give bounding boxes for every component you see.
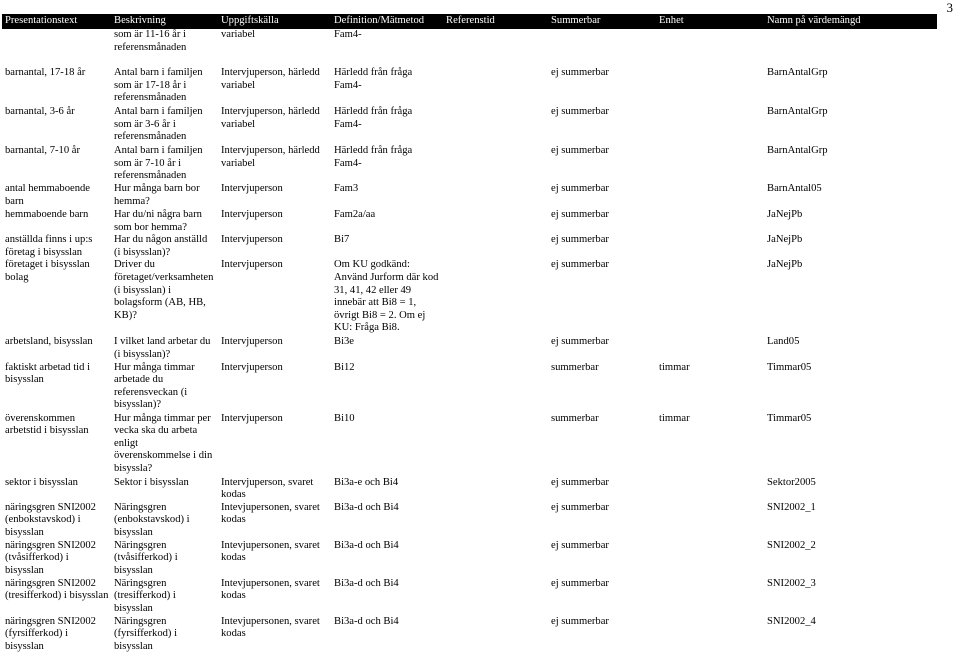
cell-summerbar: summerbar	[551, 361, 599, 373]
cell-namn-pa-vardemangd: JaNejPb	[767, 209, 803, 220]
cell-presentationstext: anställda finns i up:s företag i bisysslan	[5, 234, 93, 258]
cell-presentationstext: antal hemmaboende barn	[5, 183, 91, 207]
column-header-referenstid: Referenstid	[443, 14, 548, 29]
cell-uppgiftskalla: Intervjuperson, svaret kodas	[221, 476, 314, 501]
table-row	[2, 540, 937, 578]
cell-uppgiftskalla: Intervjuperson	[221, 412, 283, 424]
column-header-namn-pa-vardemangd: Namn på värdemängd	[764, 14, 937, 29]
cell-namn-pa-vardemangd: SNI2002_1	[767, 501, 816, 513]
cell-definition: Fam4-	[334, 29, 362, 40]
cell-referenstid	[443, 234, 548, 259]
cell-referenstid	[443, 540, 548, 578]
column-header-definition: Definition/Mätmetod	[331, 14, 443, 29]
cell-uppgiftskalla: Intervjuperson	[221, 209, 283, 220]
cell-beskrivning: Antal barn i familjen som är 3-6 år i referensmånaden	[114, 106, 203, 143]
cell-uppgiftskalla: Intervjuperson, härledd variabel	[221, 67, 320, 91]
cell-referenstid	[443, 29, 548, 67]
table-row	[2, 145, 937, 183]
cell-enhet: timmar	[659, 361, 690, 373]
table-row	[2, 578, 937, 616]
cell-beskrivning: Näringsgren (tvåsifferkod) i bisysslan	[114, 539, 178, 576]
cell-presentationstext: faktiskt arbetad tid i bisysslan	[5, 361, 91, 386]
cell-namn-pa-vardemangd: SNI2002_4	[767, 615, 816, 627]
cell-definition: Bi3a-d och Bi4	[334, 539, 399, 551]
cell-summerbar: ej summerbar	[551, 501, 609, 513]
cell-presentationstext: barnantal, 17-18 år	[5, 67, 86, 78]
cell-beskrivning: Har du någon anställd (i bisysslan)?	[114, 234, 208, 258]
cell-summerbar: ej summerbar	[551, 615, 609, 627]
cell-definition: Om KU godkänd: Använd Jurform där kod 31, 41, 42 eller 49 innebär att Bi8 = 1, övrigt Bi8 = 2. Om ej KU: Fråga Bi8.	[334, 259, 439, 334]
cell-presentationstext: hemmaboende barn	[5, 209, 89, 220]
cell-uppgiftskalla: Intervjuperson	[221, 336, 283, 348]
cell-beskrivning: Sektor i bisysslan	[114, 476, 189, 488]
cell-beskrivning: Näringsgren (enbokstavskod) i bisysslan	[114, 501, 190, 538]
cell-summerbar: ej summerbar	[551, 183, 609, 194]
column-header-beskrivning: Beskrivning	[111, 14, 218, 29]
cell-namn-pa-vardemangd: Timmar05	[767, 361, 812, 373]
cell-summerbar: ej summerbar	[551, 145, 609, 156]
cell-presentationstext: sektor i bisysslan	[5, 476, 78, 488]
cell-presentationstext: arbetsland, bisysslan	[5, 336, 93, 348]
cell-uppgiftskalla: Intervjuperson, härledd variabel	[221, 106, 320, 130]
cell-namn-pa-vardemangd: Sektor2005	[767, 476, 816, 488]
cell-referenstid	[443, 502, 548, 540]
cell-beskrivning: Hur många timmar per vecka ska du arbeta enligt överenskommelse i din bisyssla?	[114, 412, 213, 474]
cell-referenstid	[443, 578, 548, 616]
cell-enhet	[656, 477, 764, 502]
cell-referenstid	[443, 362, 548, 413]
cell-presentationstext	[2, 29, 111, 67]
table-row	[2, 616, 937, 654]
cell-summerbar: summerbar	[551, 412, 599, 424]
cell-referenstid	[443, 106, 548, 145]
cell-enhet	[656, 259, 764, 336]
cell-enhet	[656, 234, 764, 259]
cell-presentationstext: överenskommen arbetstid i bisysslan	[5, 412, 89, 437]
cell-beskrivning: Hur många timmar arbetade du referensveckan (i bisysslan)?	[114, 361, 195, 411]
cell-presentationstext: barnantal, 7-10 år	[5, 145, 81, 156]
cell-beskrivning: I vilket land arbetar du (i bisysslan)?	[114, 336, 211, 360]
cell-enhet	[656, 502, 764, 540]
cell-beskrivning: Näringsgren (fyrsifferkod) i bisysslan	[114, 615, 178, 652]
cell-definition: Härledd från fråga Fam4-	[334, 106, 413, 130]
cell-summerbar: ej summerbar	[551, 539, 609, 551]
cell-definition: Bi10	[334, 412, 355, 424]
cell-definition: Bi3a-e och Bi4	[334, 476, 399, 488]
page-number: 3	[946, 0, 953, 15]
cell-summerbar: ej summerbar	[551, 259, 609, 271]
cell-enhet	[656, 578, 764, 616]
cell-enhet	[656, 145, 764, 183]
cell-enhet	[656, 209, 764, 234]
cell-enhet	[656, 106, 764, 145]
cell-referenstid	[443, 259, 548, 336]
variable-table	[2, 14, 937, 654]
cell-beskrivning: Näringsgren (tresifferkod) i bisysslan	[114, 577, 176, 614]
cell-definition: Bi3a-d och Bi4	[334, 501, 399, 513]
table-row	[2, 29, 937, 67]
table-row	[2, 477, 937, 502]
cell-referenstid	[443, 616, 548, 654]
cell-beskrivning: Har du/ni några barn som bor hemma?	[114, 209, 202, 233]
cell-enhet	[656, 336, 764, 361]
column-header-enhet: Enhet	[656, 14, 764, 29]
cell-summerbar: ej summerbar	[551, 234, 609, 246]
table-row	[2, 259, 937, 336]
cell-namn-pa-vardemangd: JaNejPb	[767, 259, 803, 271]
cell-definition: Bi3e	[334, 336, 355, 348]
table-row	[2, 336, 937, 361]
cell-summerbar	[548, 29, 656, 67]
cell-presentationstext: näringsgren SNI2002 (tvåsifferkod) i bisysslan	[5, 539, 96, 576]
cell-definition: Härledd från fråga Fam4-	[334, 67, 413, 91]
cell-referenstid	[443, 336, 548, 361]
table-header	[2, 14, 937, 29]
cell-namn-pa-vardemangd: JaNejPb	[767, 234, 803, 246]
cell-presentationstext: näringsgren SNI2002 (tresifferkod) i bisysslan	[5, 577, 109, 602]
cell-namn-pa-vardemangd	[764, 29, 937, 67]
cell-uppgiftskalla: Intervjuperson, härledd variabel	[221, 145, 320, 169]
table-row	[2, 234, 937, 259]
cell-summerbar: ej summerbar	[551, 209, 609, 220]
cell-referenstid	[443, 183, 548, 209]
cell-namn-pa-vardemangd: Land05	[767, 336, 800, 348]
cell-uppgiftskalla: Intevjupersonen, svaret kodas	[221, 615, 320, 640]
cell-summerbar: ej summerbar	[551, 106, 609, 117]
cell-enhet	[656, 29, 764, 67]
cell-enhet	[656, 540, 764, 578]
table-row	[2, 209, 937, 234]
table-row	[2, 413, 937, 477]
table-row	[2, 362, 937, 413]
cell-definition: Bi12	[334, 361, 355, 373]
cell-uppgiftskalla: Intervjuperson	[221, 234, 283, 246]
cell-referenstid	[443, 145, 548, 183]
cell-uppgiftskalla: Intervjuperson	[221, 361, 283, 373]
cell-referenstid	[443, 477, 548, 502]
cell-presentationstext: näringsgren SNI2002 (fyrsifferkod) i bisysslan	[5, 615, 96, 652]
cell-namn-pa-vardemangd: BarnAntalGrp	[767, 106, 828, 117]
cell-enhet	[656, 616, 764, 654]
cell-enhet: timmar	[659, 412, 690, 424]
table-row	[2, 67, 937, 106]
cell-beskrivning: som är 11-16 år i referensmånaden	[114, 29, 187, 53]
cell-summerbar: ej summerbar	[551, 476, 609, 488]
cell-uppgiftskalla: Intervjuperson	[221, 259, 283, 271]
cell-definition: Bi7	[334, 234, 350, 246]
table-row	[2, 183, 937, 209]
cell-definition: Bi3a-d och Bi4	[334, 615, 399, 627]
cell-referenstid	[443, 67, 548, 106]
column-header-uppgiftskalla: Uppgiftskälla	[218, 14, 331, 29]
cell-summerbar: ej summerbar	[551, 577, 609, 589]
table-body	[2, 29, 937, 654]
cell-namn-pa-vardemangd: BarnAntalGrp	[767, 67, 828, 78]
cell-summerbar: ej summerbar	[551, 336, 609, 348]
cell-namn-pa-vardemangd: SNI2002_3	[767, 577, 816, 589]
cell-enhet	[656, 183, 764, 209]
cell-namn-pa-vardemangd: Timmar05	[767, 412, 812, 424]
cell-beskrivning: Hur många barn bor hemma?	[114, 183, 200, 207]
cell-uppgiftskalla: Intevjupersonen, svaret kodas	[221, 577, 320, 602]
cell-namn-pa-vardemangd: SNI2002_2	[767, 539, 816, 551]
cell-enhet	[656, 67, 764, 106]
table-row	[2, 106, 937, 145]
column-header-summerbar: Summerbar	[548, 14, 656, 29]
cell-definition: Bi3a-d och Bi4	[334, 577, 399, 589]
cell-definition: Härledd från fråga Fam4-	[334, 145, 413, 169]
cell-summerbar: ej summerbar	[551, 67, 609, 78]
cell-presentationstext: näringsgren SNI2002 (enbokstavskod) i bisysslan	[5, 501, 96, 538]
cell-beskrivning: Antal barn i familjen som är 17-18 år i referensmånaden	[114, 67, 203, 104]
cell-referenstid	[443, 413, 548, 477]
table-row	[2, 502, 937, 540]
cell-presentationstext: barnantal, 3-6 år	[5, 106, 75, 117]
cell-beskrivning: Driver du företaget/verksamheten (i bisysslan) i bolagsform (AB, HB, KB)?	[114, 259, 214, 321]
cell-definition: Fam2a/aa	[334, 209, 376, 220]
cell-uppgiftskalla: Intevjupersonen, svaret kodas	[221, 539, 320, 564]
cell-beskrivning: Antal barn i familjen som är 7-10 år i referensmånaden	[114, 145, 203, 182]
cell-namn-pa-vardemangd: BarnAntalGrp	[767, 145, 828, 156]
cell-uppgiftskalla: variabel	[221, 29, 256, 40]
cell-definition: Fam3	[334, 183, 359, 194]
cell-uppgiftskalla: Intevjupersonen, svaret kodas	[221, 501, 320, 526]
column-header-presentationstext: Presentationstext	[2, 14, 111, 29]
cell-presentationstext: företaget i bisysslan bolag	[5, 259, 90, 283]
cell-uppgiftskalla: Intervjuperson	[221, 183, 283, 194]
cell-referenstid	[443, 209, 548, 234]
cell-namn-pa-vardemangd: BarnAntal05	[767, 183, 822, 194]
